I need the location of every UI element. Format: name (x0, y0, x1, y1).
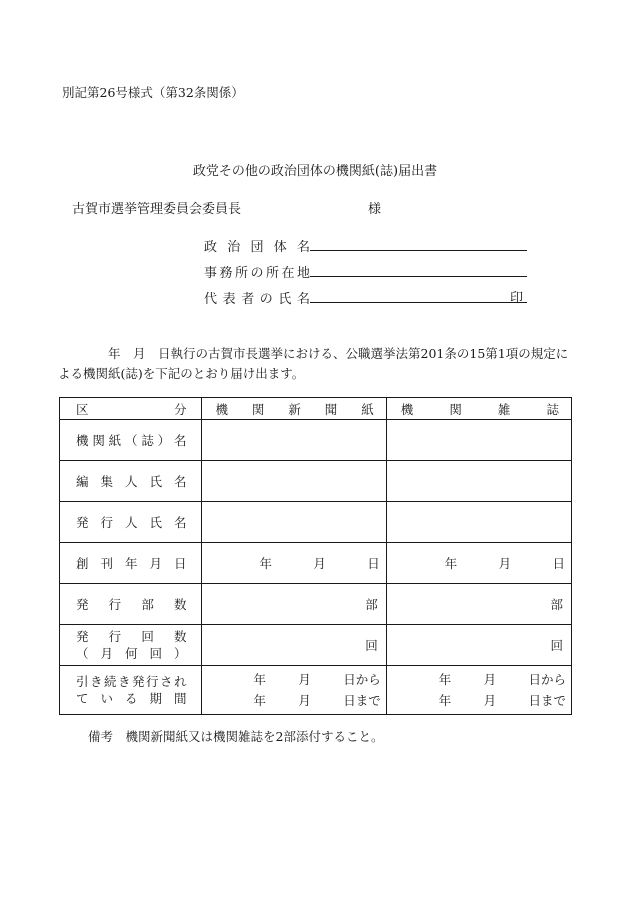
year-unit: 年 (438, 672, 452, 687)
table-header-row (60, 398, 572, 420)
newspaper-publisher-cell[interactable] (201, 502, 386, 543)
year-unit: 年 (253, 693, 267, 708)
document-title: 政党その他の政治団体の機関紙(誌)届出書 (192, 164, 438, 179)
month-unit: 月 (498, 556, 512, 571)
year-unit: 年 (259, 556, 273, 571)
times-unit: 回 (550, 638, 563, 653)
body-text: 年 月 日執行の古賀市長選挙における、公職選挙法第201条の15第1項の規定による機関紙(誌)を下記のとおり届け出ます。 (58, 346, 569, 381)
table-row (60, 666, 572, 715)
times-unit: 回 (365, 638, 378, 653)
table-row (60, 625, 572, 666)
honorific: 様 (368, 202, 382, 217)
magazine-editor-cell[interactable] (386, 461, 571, 502)
month-unit: 月 (313, 556, 326, 571)
magazine-copies-cell[interactable] (386, 584, 571, 625)
header-category: 区 分 (60, 398, 202, 420)
table-row (60, 420, 572, 461)
field-label-representative: 代表者の氏名 (204, 292, 310, 307)
row-label-period: 引き続き発行され ている期間 (60, 666, 202, 715)
year-unit: 年 (438, 693, 452, 708)
magazine-founded-cell[interactable] (386, 543, 571, 584)
copies-unit: 部 (365, 597, 378, 612)
row-label-frequency: 発行回数 （月何回） (60, 625, 202, 666)
row-label-publication-name: 機関紙（誌）名 (60, 420, 202, 461)
day-until-unit: 日まで (343, 693, 381, 708)
year-unit: 年 (444, 556, 458, 571)
table-row (60, 584, 572, 625)
magazine-publisher-cell[interactable] (386, 502, 571, 543)
magazine-period-cell[interactable] (386, 666, 571, 715)
day-unit: 日 (552, 556, 565, 571)
day-until-unit: 日まで (528, 693, 566, 708)
row-label-founded: 創刊年月日 (60, 543, 202, 584)
month-unit: 月 (483, 672, 497, 687)
newspaper-copies-cell[interactable] (201, 584, 386, 625)
remark-note: 備考 機関新聞紙又は機関雑誌を2部添付すること。 (88, 729, 384, 744)
magazine-frequency-cell[interactable] (386, 625, 571, 666)
magazine-name-cell[interactable] (386, 420, 571, 461)
month-unit: 月 (298, 693, 311, 708)
newspaper-founded-cell[interactable] (201, 543, 386, 584)
copies-unit: 部 (550, 597, 563, 612)
day-unit: 日 (367, 556, 380, 571)
row-label-editor: 編集人氏名 (60, 461, 202, 502)
newspaper-frequency-cell[interactable] (201, 625, 386, 666)
field-office-address[interactable] (310, 262, 527, 277)
field-label-organization: 政治団体名 (204, 240, 310, 255)
day-from-unit: 日から (343, 672, 381, 687)
registration-table (59, 397, 572, 715)
day-from-unit: 日から (528, 672, 566, 687)
addressee: 古賀市選挙管理委員会委員長 (72, 202, 242, 217)
form-reference: 別記第26号様式（第32条関係） (62, 85, 244, 100)
header-magazine: 機 関 雑 誌 (386, 398, 571, 420)
table-row (60, 502, 572, 543)
month-unit: 月 (483, 693, 497, 708)
newspaper-editor-cell[interactable] (201, 461, 386, 502)
header-newspaper: 機 関 新 聞 紙 (201, 398, 386, 420)
newspaper-name-cell[interactable] (201, 420, 386, 461)
seal-mark: 印 (509, 291, 523, 306)
month-unit: 月 (298, 672, 311, 687)
field-organization-name[interactable] (310, 236, 527, 251)
newspaper-period-cell[interactable] (201, 666, 386, 715)
row-label-publisher: 発行人氏名 (60, 502, 202, 543)
field-label-office-address: 事務所の所在地 (204, 266, 310, 281)
table-row (60, 461, 572, 502)
field-representative-name[interactable] (310, 288, 527, 306)
row-label-copies: 発行部数 (60, 584, 202, 625)
year-unit: 年 (253, 672, 267, 687)
table-row (60, 543, 572, 584)
